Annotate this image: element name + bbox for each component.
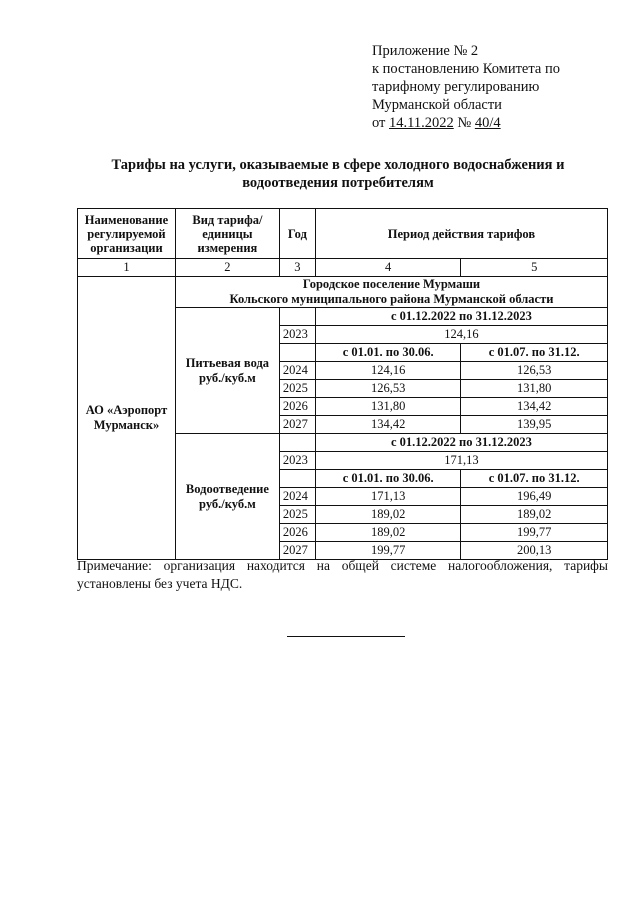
col-number: 5 bbox=[461, 259, 608, 277]
value-cell: 200,13 bbox=[461, 542, 608, 560]
value-cell: 171,13 bbox=[315, 488, 461, 506]
type-label: Водоотведение bbox=[185, 481, 269, 496]
annex-number: 40/4 bbox=[474, 115, 501, 131]
year-cell: 2024 bbox=[279, 488, 315, 506]
annex-date-prefix: от bbox=[372, 115, 390, 131]
half-period-2: с 01.07. по 31.12. bbox=[461, 344, 608, 362]
year-cell: 2023 bbox=[279, 326, 315, 344]
annex-line-2: к постановлению Комитета по bbox=[372, 61, 560, 77]
annex-line-3: тарифному регулированию bbox=[372, 79, 540, 95]
value-cell: 131,80 bbox=[315, 398, 461, 416]
value-cell: 189,02 bbox=[315, 506, 461, 524]
year-cell-empty bbox=[279, 470, 315, 488]
value-cell: 126,53 bbox=[315, 380, 461, 398]
value-cell: 131,80 bbox=[461, 380, 608, 398]
annex-number-prefix: № bbox=[453, 115, 475, 131]
type-label: Питьевая вода bbox=[185, 355, 270, 370]
col-number: 2 bbox=[175, 259, 279, 277]
title-line-1: Тарифы на услуги, оказываемые в сфере холодного водоснабжения и bbox=[111, 157, 565, 173]
region-row bbox=[78, 277, 608, 308]
annex-line-5 bbox=[372, 114, 612, 132]
header-year: Год bbox=[279, 209, 315, 259]
year-cell: 2027 bbox=[279, 542, 315, 560]
document-title bbox=[70, 156, 606, 192]
title-line-2: водоотведения потребителям bbox=[242, 175, 434, 191]
type-cell-water bbox=[175, 308, 279, 434]
value-cell: 134,42 bbox=[461, 398, 608, 416]
value-cell: 199,77 bbox=[315, 542, 461, 560]
col-number: 3 bbox=[279, 259, 315, 277]
year-cell: 2024 bbox=[279, 362, 315, 380]
value-cell: 171,13 bbox=[315, 452, 607, 470]
value-cell: 189,02 bbox=[461, 506, 608, 524]
value-cell: 124,16 bbox=[315, 362, 461, 380]
type-cell-wastewater bbox=[175, 434, 279, 560]
header-type: Вид тарифа/единицы измерения bbox=[175, 209, 279, 259]
annex-line-1: Приложение № 2 bbox=[372, 43, 479, 59]
value-cell: 139,95 bbox=[461, 416, 608, 434]
value-cell: 126,53 bbox=[461, 362, 608, 380]
note-text: Примечание: организация находится на общей системе налогообложения, тарифы установлены без учета НДС. bbox=[77, 558, 608, 591]
tariff-table bbox=[77, 208, 608, 560]
half-period-2: с 01.07. по 31.12. bbox=[461, 470, 608, 488]
year-cell: 2026 bbox=[279, 524, 315, 542]
year-cell: 2027 bbox=[279, 416, 315, 434]
half-period-1: с 01.01. по 30.06. bbox=[315, 470, 461, 488]
annex-date: 14.11.2022 bbox=[389, 115, 454, 131]
year-cell: 2023 bbox=[279, 452, 315, 470]
year-cell-empty bbox=[279, 308, 315, 326]
col-number: 1 bbox=[78, 259, 176, 277]
type-unit: руб./куб.м bbox=[199, 370, 256, 385]
value-cell: 199,77 bbox=[461, 524, 608, 542]
region-cell bbox=[175, 277, 607, 308]
half-period-1: с 01.01. по 30.06. bbox=[315, 344, 461, 362]
region-line-2: Кольского муниципального района Мурманской области bbox=[229, 292, 554, 306]
organization-cell: АО «Аэропорт Мурманск» bbox=[78, 277, 176, 560]
year-cell: 2025 bbox=[279, 506, 315, 524]
year-cell: 2025 bbox=[279, 380, 315, 398]
year-cell: 2026 bbox=[279, 398, 315, 416]
table-header-row bbox=[78, 209, 608, 259]
col-number: 4 bbox=[315, 259, 461, 277]
value-cell: 124,16 bbox=[315, 326, 607, 344]
annex-line-4: Мурманской области bbox=[372, 97, 502, 113]
separator-line bbox=[287, 636, 405, 637]
header-period: Период действия тарифов bbox=[315, 209, 607, 259]
header-org: Наименование регулируемой организации bbox=[78, 209, 176, 259]
period-cell: с 01.12.2022 по 31.12.2023 bbox=[315, 308, 607, 326]
value-cell: 189,02 bbox=[315, 524, 461, 542]
year-cell-empty bbox=[279, 344, 315, 362]
region-line-1: Городское поселение Мурмаши bbox=[302, 277, 481, 291]
value-cell: 196,49 bbox=[461, 488, 608, 506]
value-cell: 134,42 bbox=[315, 416, 461, 434]
period-cell: с 01.12.2022 по 31.12.2023 bbox=[315, 434, 607, 452]
type-unit: руб./куб.м bbox=[199, 496, 256, 511]
year-cell-empty bbox=[279, 434, 315, 452]
annex-block bbox=[372, 42, 612, 132]
column-number-row bbox=[78, 259, 608, 277]
